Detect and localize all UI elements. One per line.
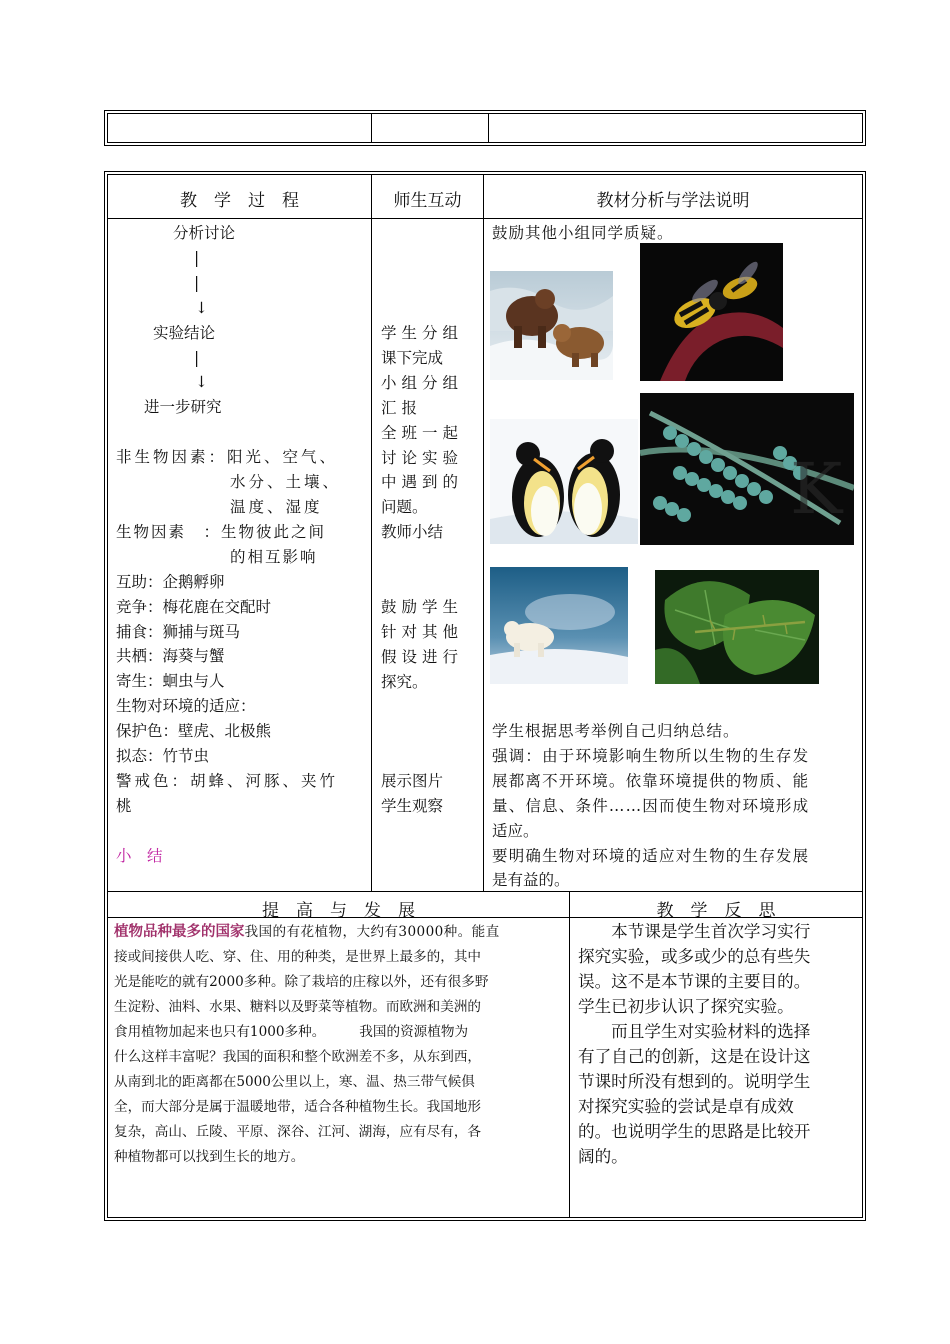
interaction-line: 展示图片 — [381, 772, 444, 791]
analysis-line: 要明确生物对环境的适应对生物的生存发展 — [492, 846, 810, 865]
reflection-line: 误。这不是本节课的主要目的。 — [578, 972, 811, 991]
analysis-line: 学生根据思考举例自己归纳总结。 — [492, 722, 740, 740]
process-item: 水分、土壤、 — [230, 473, 342, 492]
summary-label: 小 结 — [116, 846, 163, 865]
flow-step-research: 进一步研究 — [144, 398, 222, 417]
development-line: 种植物都可以找到生长的地方。 — [114, 1149, 305, 1165]
reflection-line: 节课时所没有想到的。说明学生 — [578, 1072, 811, 1091]
flow-step-conclusion: 实验结论 — [153, 323, 216, 342]
top-table-divider-2 — [488, 113, 489, 143]
process-item: 生物因素 ：生物彼此之间 — [116, 522, 327, 541]
interaction-line: 探究。 — [381, 672, 428, 691]
interaction-column — [381, 321, 463, 819]
process-item: 保护色：壁虎、北极熊 — [116, 722, 272, 741]
flow-arrow-line: | — [194, 273, 200, 292]
interaction-line: 全班一起 — [381, 423, 464, 442]
process-item: 共栖：海葵与蟹 — [116, 647, 225, 666]
header-development: 提 高 与 发 展 — [262, 901, 415, 921]
development-line: 光是能吃的就有2000多种。除了栽培的庄稼以外，还有很多野 — [114, 974, 489, 990]
interaction-line: 学生观察 — [381, 797, 444, 816]
process-item: 桃 — [116, 796, 132, 815]
header-reflection: 教 学 反 思 — [656, 901, 776, 921]
development-line: 什么这样丰富呢？我国的面积和整个欧洲差不多，从东到西， — [114, 1049, 482, 1065]
process-item: 的相互影响 — [230, 547, 318, 566]
interaction-line: 小组分组 — [381, 373, 464, 392]
interaction-line: 假设进行 — [381, 647, 464, 666]
col-divider-2 — [483, 174, 484, 891]
flow-arrow-line: | — [194, 348, 200, 367]
process-item: 温度、湿度 — [230, 497, 323, 516]
interaction-line: 鼓励学生 — [381, 597, 464, 616]
development-line: 从南到北的距离都在5000公里以上，寒、温、热三带气候俱 — [114, 1074, 475, 1090]
svg-text:K: K — [790, 448, 843, 530]
reflection-text — [578, 919, 860, 1169]
development-line: 生淀粉、油料、水果、糖料以及野菜等植物。而欧洲和美洲的 — [114, 999, 482, 1015]
process-item: 捕食：狮捕与斑马 — [116, 622, 241, 641]
reflection-line: 本节课是学生首次学习实行 — [578, 922, 811, 941]
stick-insect-photo-icon — [655, 570, 819, 684]
process-flow — [116, 221, 341, 869]
development-line: 接或间接供人吃、穿、住、用的种类，是世界上最多的，其中 — [114, 949, 482, 965]
interaction-line: 讨论实验 — [381, 448, 464, 467]
interaction-line — [381, 570, 463, 595]
wasp-photo-icon — [640, 243, 783, 381]
analysis-bottom — [492, 719, 809, 893]
process-item: 生物对环境的适应： — [116, 697, 256, 716]
process-item: 竞争：梅花鹿在交配时 — [116, 597, 272, 616]
interaction-line: 针对其他 — [381, 622, 464, 641]
interaction-line: 学生分组 — [381, 324, 464, 342]
interaction-line: 中遇到的 — [381, 473, 464, 492]
analysis-line: 适应。 — [492, 821, 539, 840]
analysis-encourage-text: 鼓励其他小组同学质疑。 — [492, 224, 674, 242]
interaction-line: 课下完成 — [381, 348, 444, 367]
interaction-line: 问题。 — [381, 498, 428, 517]
top-table-divider-1 — [371, 113, 372, 143]
reflection-line: 有了自己的创新，这是在设计这 — [578, 1047, 811, 1066]
col-divider-lower — [569, 891, 570, 1217]
penguins-photo-icon — [490, 419, 638, 544]
reflection-line: 探究实验，或多或少的总有些失 — [578, 947, 811, 966]
header-analysis: 教材分析与学法说明 — [596, 191, 750, 211]
interaction-line — [381, 545, 463, 570]
flow-step-analyze: 分析讨论 — [173, 224, 236, 242]
interaction-line — [381, 720, 463, 745]
analysis-line: 展都离不开环境。依靠环境提供的物质、能 — [492, 771, 810, 790]
development-line: 我国的有花植物，大约有30000种。能直 — [244, 924, 500, 940]
reflection-line: 对探究实验的尝试是卓有成效 — [578, 1097, 794, 1116]
process-item: 警戒色：胡蜂、河豚、夹竹 — [116, 771, 339, 790]
development-line: 食用植物加起来也只有1000多种。 我国的资源植物为 — [114, 1024, 469, 1040]
col-divider-1 — [371, 174, 372, 891]
top-table — [104, 110, 866, 146]
development-line: 全，而大部分是属于温暖地带，适合各种植物生长。我国地形 — [114, 1099, 482, 1115]
development-text — [114, 919, 564, 1170]
interaction-line: 教师小结 — [381, 523, 444, 542]
process-item: 互助：企鹅孵卵 — [116, 572, 225, 591]
reflection-line: 学生已初步认识了探究实验。 — [578, 997, 794, 1016]
interaction-line — [381, 695, 463, 720]
header-rule — [108, 218, 862, 219]
analysis-line: 是有益的。 — [492, 871, 570, 890]
flow-arrow-line: | — [194, 248, 200, 267]
process-item: 非生物因素：阳光、空气、 — [116, 448, 339, 467]
header-process: 教 学 过 程 — [180, 191, 299, 211]
analysis-line: 强调：由于环境影响生物所以生物的生存发 — [492, 746, 810, 765]
reflection-line: 而且学生对实验材料的选择 — [578, 1022, 811, 1041]
reflection-line: 阔的。 — [578, 1147, 628, 1166]
analysis-line: 量、信息、条件……因而使生物对环境形成 — [492, 796, 810, 815]
development-highlight: 植物品种最多的国家 — [114, 923, 245, 940]
development-line: 复杂，高山、丘陵、平原、深谷、江河、湖海，应有尽有，各 — [114, 1124, 482, 1140]
bears-photo-icon — [490, 271, 613, 380]
process-item: 拟态：竹节虫 — [116, 747, 210, 766]
flow-arrow-down: ↓ — [195, 298, 208, 317]
polar-bear-photo-icon — [490, 567, 628, 684]
process-item: 寄生：蛔虫与人 — [116, 672, 225, 691]
flow-arrow-down: ↓ — [195, 373, 208, 392]
mold-photo-icon — [640, 393, 854, 545]
reflection-line: 的。也说明学生的思路是比较开 — [578, 1122, 811, 1141]
interaction-line: 汇报 — [381, 398, 423, 417]
header-interaction: 师生互动 — [393, 191, 462, 211]
interaction-line — [381, 744, 463, 769]
